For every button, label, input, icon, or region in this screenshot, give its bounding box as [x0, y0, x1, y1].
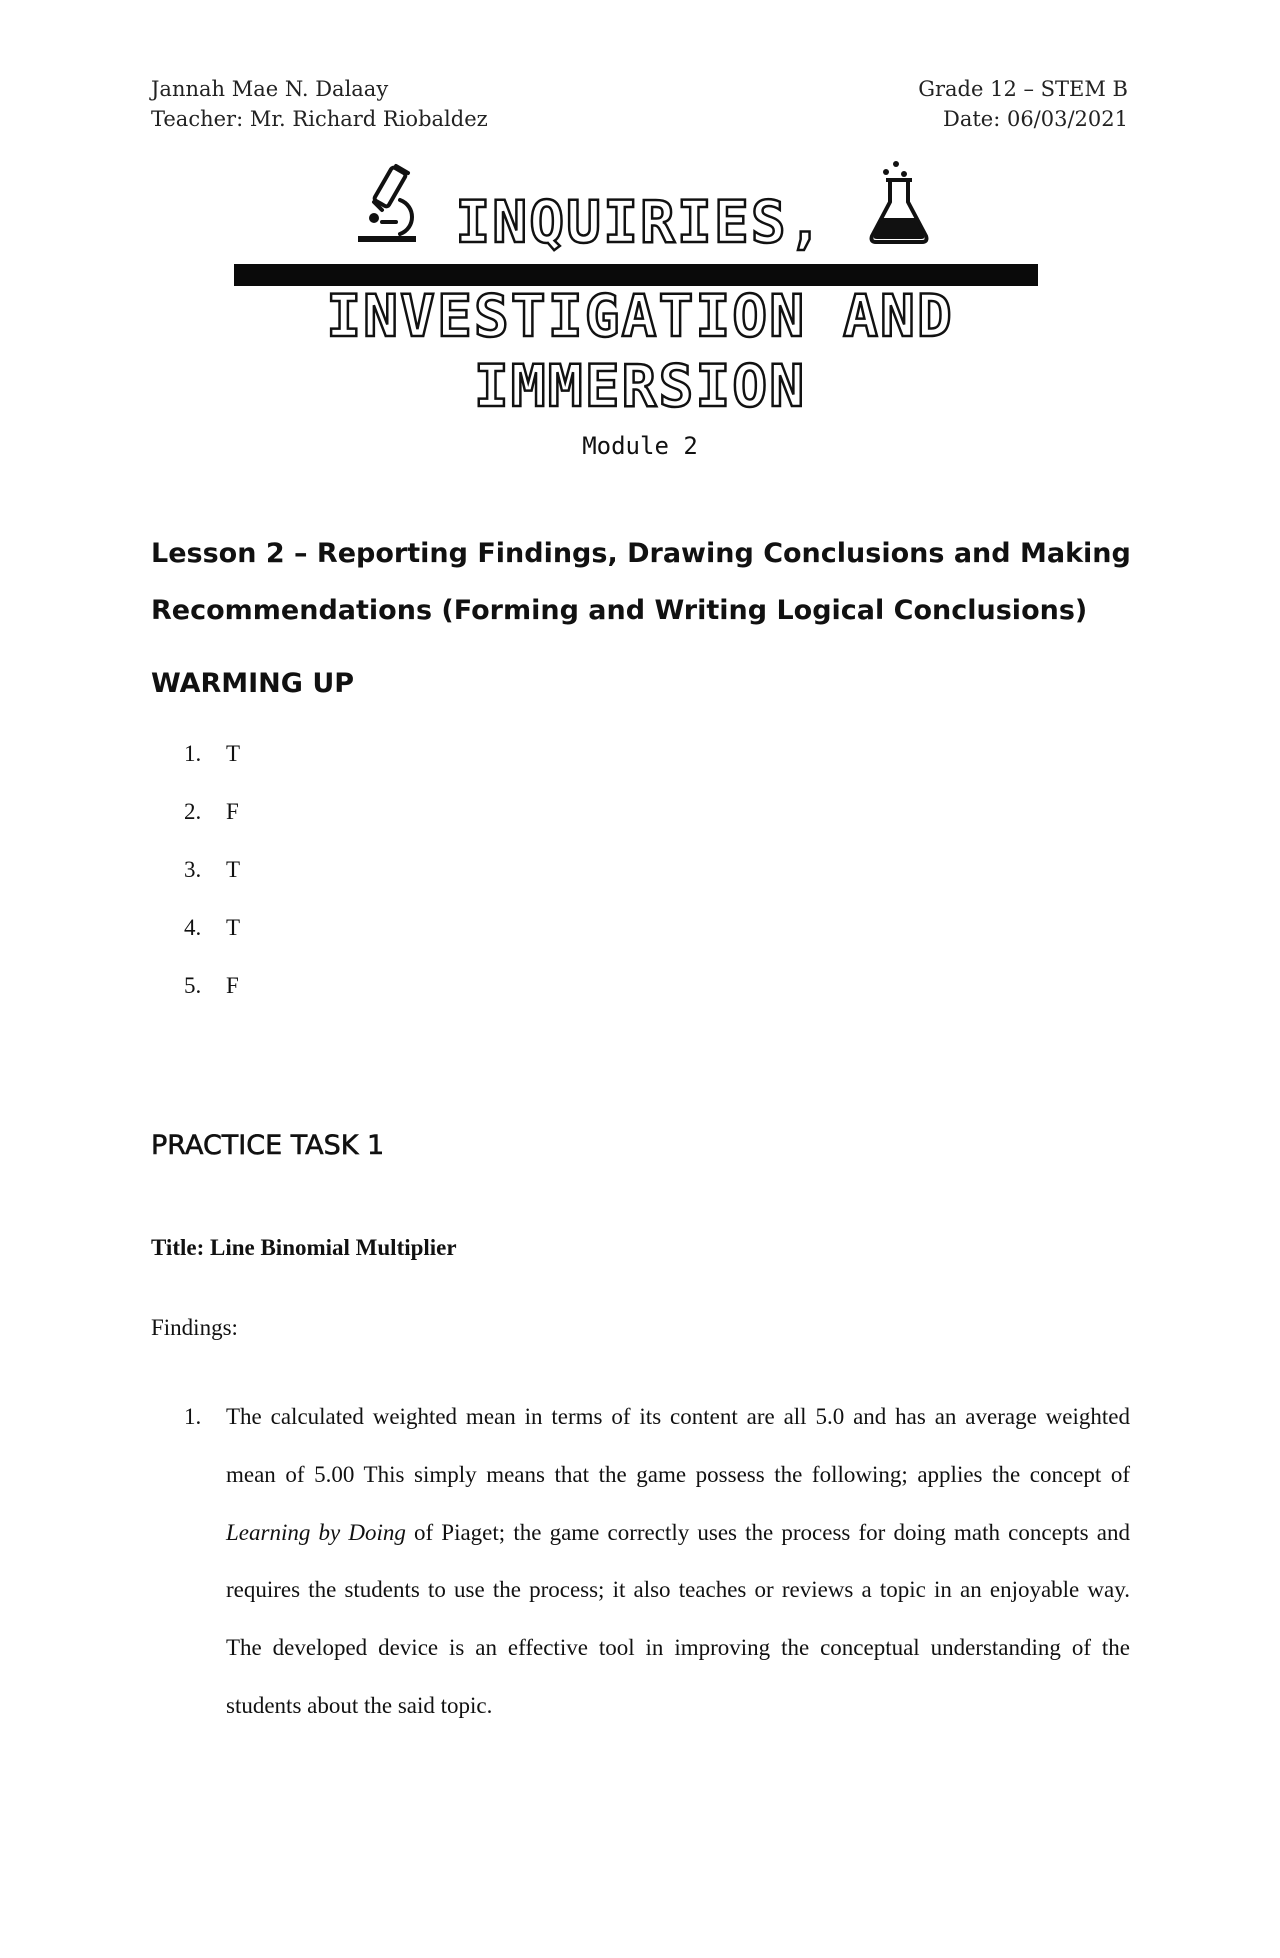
- practice-task-title: Title: Line Binomial Multiplier: [151, 1235, 457, 1260]
- findings-list: [184, 1388, 1130, 1735]
- warming-up-answers: [184, 734, 240, 1024]
- warming-up-heading: WARMING UP: [151, 668, 355, 699]
- flask-icon: [866, 160, 932, 246]
- student-name: Jannah Mae N. Dalaay: [151, 77, 389, 101]
- grade-section: Grade 12 – STEM B: [918, 77, 1128, 101]
- list-item: 2. F: [184, 799, 239, 824]
- findings-label: Findings:: [151, 1315, 238, 1340]
- list-item: 1. T: [184, 741, 241, 766]
- title-line-2: INVESTIGATION AND: [326, 282, 954, 350]
- date: Date: 06/03/2021: [942, 107, 1128, 131]
- list-item: 4. T: [184, 915, 241, 940]
- header-left: [151, 74, 488, 134]
- finding-number: 1.: [184, 1404, 202, 1429]
- list-item: 3. T: [184, 857, 241, 882]
- teacher-name: Teacher: Mr. Richard Riobaldez: [151, 107, 488, 131]
- title-line-1: INQUIRIES,: [455, 188, 825, 256]
- finding-text: The calculated weighted mean in terms of its content are all 5.0 and has an average weighted mean of 5.00 This simply means that the game possess the following; applies the concept of Learning by Doing of Piaget; the game correctly uses the process for doing math concepts and requires the students to use the process; it also teaches or reviews a topic in an enjoyable way. The developed device is an effective tool in improving the conceptual understanding of the students about the said topic.: [226, 1404, 1130, 1718]
- title-line-3: IMMERSION: [473, 352, 807, 420]
- finding-emphasis: Learning by Doing: [226, 1519, 406, 1545]
- module-label: Module 2: [582, 432, 698, 460]
- lesson-title: Lesson 2 – Reporting Findings, Drawing Conclusions and Making Recommendations (Forming and Writing Logical Conclusions): [151, 538, 1131, 626]
- header-right: [918, 74, 1128, 134]
- list-item: 5. F: [184, 973, 239, 998]
- practice-task-heading: PRACTICE TASK 1: [151, 1130, 385, 1161]
